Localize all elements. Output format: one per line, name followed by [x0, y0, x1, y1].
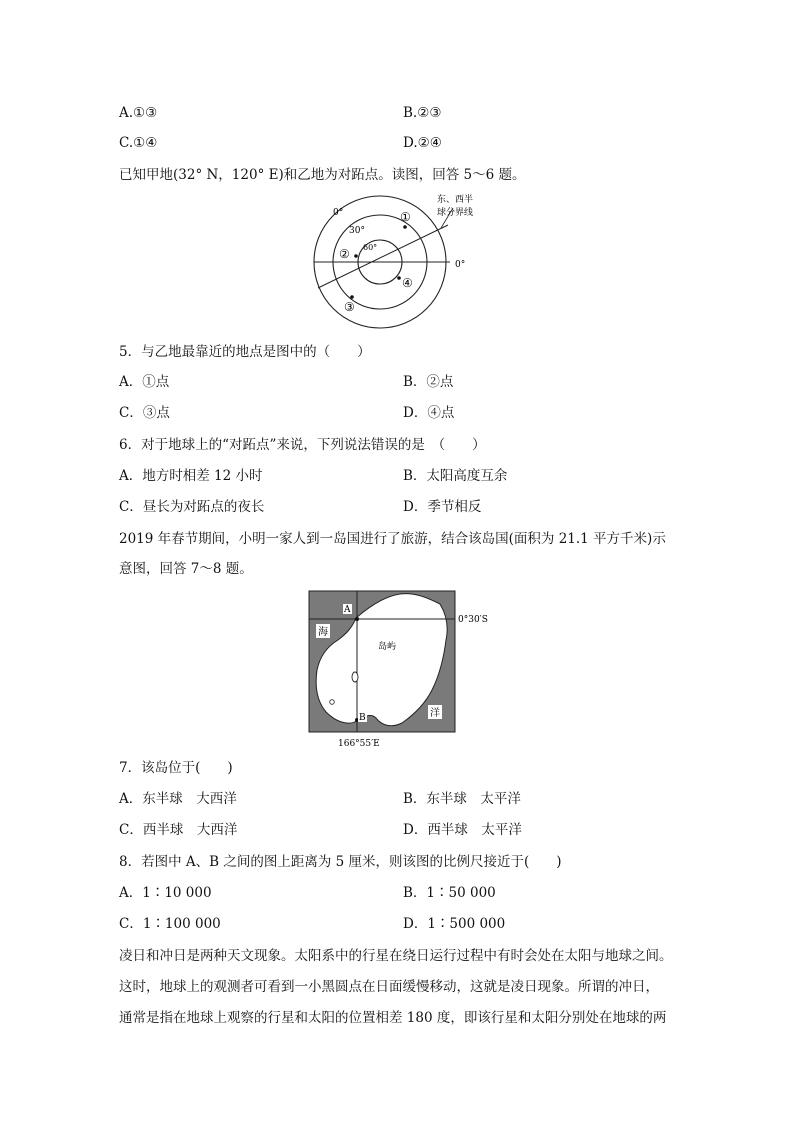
passage-line-2: 这时，地球上的观测者可看到一小黑圆点在日面缓慢移动，这就是凌日现象。所谓的冲日， — [119, 979, 659, 995]
q5-option-d: D．④点 — [403, 405, 455, 421]
q7-option-c: C．西半球 大西洋 — [119, 822, 238, 838]
lake-shape — [352, 672, 358, 682]
q6-option-d: D．季节相反 — [403, 499, 482, 515]
label-sea: 海 — [318, 627, 328, 638]
boundary-label-2: 球分界线 — [437, 208, 474, 218]
q8-option-b: B．1∶50 000 — [403, 885, 496, 901]
q8-option-d: D．1∶500 000 — [403, 916, 506, 932]
label-60: 60° — [363, 243, 378, 252]
q6-option-b: B．太阳高度互余 — [403, 468, 508, 484]
q8-stem: 8．若图中 A、B 之间的图上距离为 5 厘米，则该图的比例尺接近于( ) — [119, 854, 562, 870]
point-a-dot — [355, 617, 359, 621]
q7-option-d: D．西半球 太平洋 — [403, 822, 522, 838]
q7-option-a: A．东半球 大西洋 — [119, 791, 237, 807]
q5-option-b: B．②点 — [403, 374, 454, 390]
intro-q7-8-line1: 2019 年春节期间，小明一家人到一岛国进行了旅游，结合该岛国(面积为 21.1 平方千米)示 — [119, 531, 666, 547]
passage-line-3: 通常是指在地球上观察的行星和太阳的位置相差 180 度，即该行星和太阳分别处在地球的两 — [119, 1010, 667, 1026]
option-b: B.②③ — [403, 105, 442, 121]
label-0-top: 0° — [333, 208, 344, 218]
islet-shape — [330, 700, 335, 705]
point-2-dot — [354, 254, 358, 258]
q6-stem: 6．对于地球上的“对跖点”来说，下列说法错误的是 （ ） — [119, 437, 486, 453]
label-0-right: 0° — [455, 260, 466, 270]
point-1-dot — [403, 225, 407, 229]
q7-stem: 7．该岛位于( ) — [119, 760, 233, 776]
boundary-label-1: 东、西半 — [437, 195, 474, 205]
point-4-label: ④ — [402, 276, 413, 290]
passage-line-1: 凌日和冲日是两种天文现象。太阳系中的行星在绕日运行过程中有时会处在太阳与地球之间。 — [119, 948, 673, 964]
point-2-label: ② — [339, 247, 350, 261]
point-3-label: ③ — [344, 300, 355, 314]
label-latitude: 0°30′S — [458, 615, 488, 625]
option-d: D.②④ — [403, 135, 442, 151]
option-a: A.①③ — [119, 105, 158, 121]
label-longitude: 166°55′E — [338, 739, 380, 748]
q8-option-a: A．1∶10 000 — [119, 885, 212, 901]
intro-q5-6: 已知甲地(32° N，120° E)和乙地为对跖点。读图，回答 5～6 题。 — [119, 167, 526, 183]
q5-option-a: A．①点 — [119, 374, 170, 390]
polar-projection-figure — [300, 190, 500, 335]
hemisphere-boundary-line — [318, 225, 448, 288]
label-island: 岛屿 — [378, 642, 397, 652]
point-3-dot — [350, 295, 354, 299]
label-a: A — [344, 605, 351, 615]
point-1-label: ① — [400, 210, 411, 224]
q8-option-c: C．1∶100 000 — [119, 916, 221, 932]
label-30: 30° — [349, 226, 365, 236]
q5-option-c: C．③点 — [119, 405, 170, 421]
point-4-dot — [397, 276, 401, 280]
q6-option-a: A．地方时相差 12 小时 — [119, 468, 263, 484]
q6-option-c: C．昼长为对跖点的夜长 — [119, 499, 265, 515]
island-map-figure — [300, 588, 500, 748]
q5-stem: 5．与乙地最靠近的地点是图中的（ ） — [119, 344, 371, 360]
option-c: C.①④ — [119, 135, 158, 151]
label-ocean: 洋 — [430, 708, 440, 719]
q7-option-b: B．东半球 太平洋 — [403, 791, 521, 807]
intro-q7-8-line2: 意图，回答 7～8 题。 — [119, 561, 253, 577]
label-b: B — [359, 713, 366, 723]
